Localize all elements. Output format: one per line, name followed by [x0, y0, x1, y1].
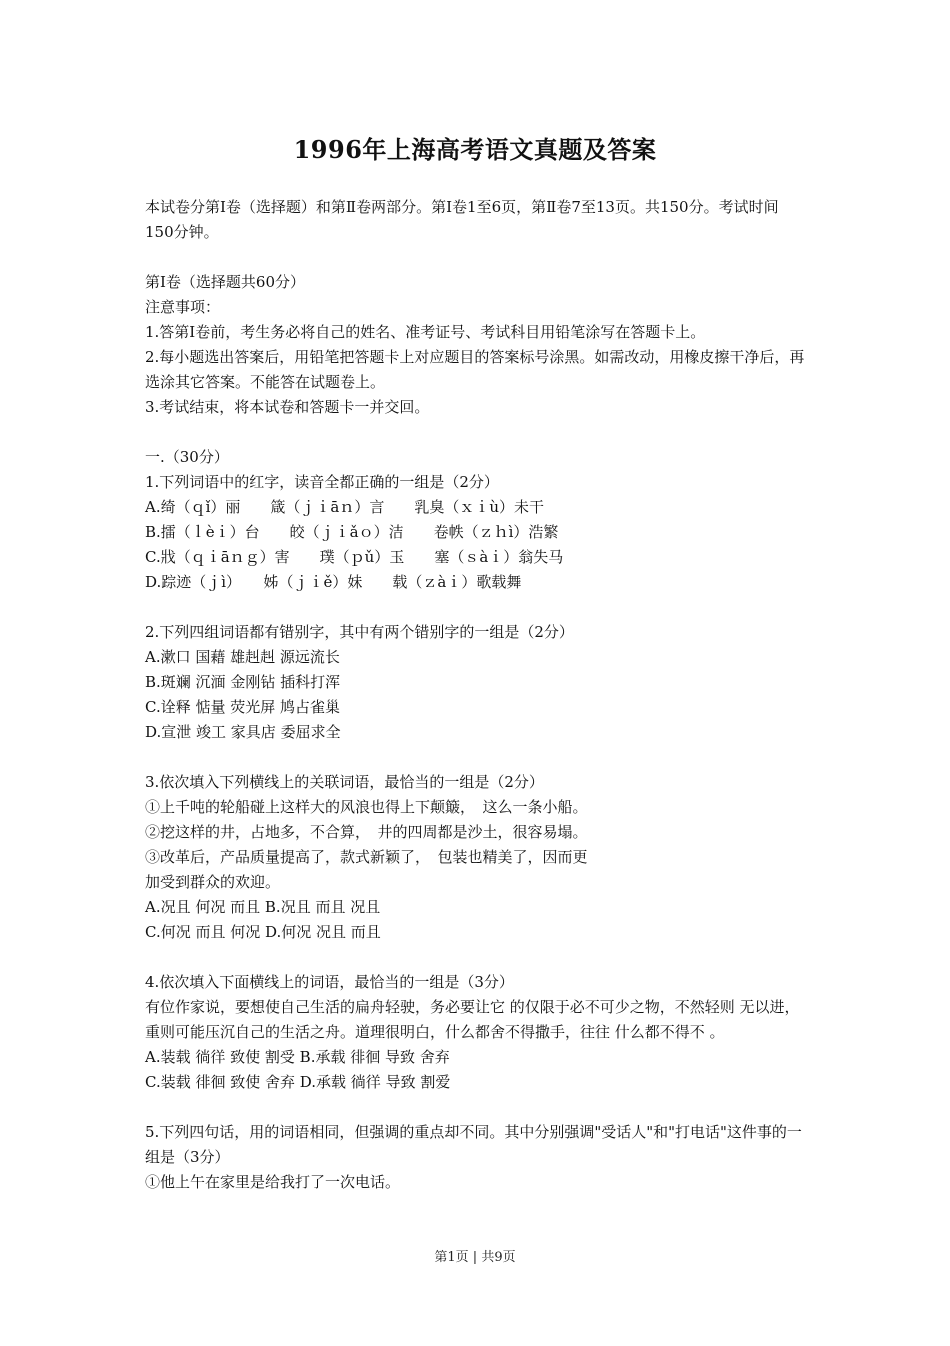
question-option: C.诠释 惦量 荧光屏 鸠占雀巢 — [145, 698, 341, 716]
document-body — [145, 195, 805, 1195]
spacer — [145, 945, 805, 970]
question-stem: 1.下列词语中的红字，读音全都正确的一组是（2分） — [145, 473, 499, 491]
question-option: D.踪迹（ｊì） 姊（ｊｉě）妹 载（ｚàｉ）歌载舞 — [145, 573, 522, 591]
question-option: C.何况 而且 何况 D.何况 况且 而且 — [145, 923, 381, 941]
spacer — [145, 745, 805, 770]
page-title: 1996年上海高考语文真题及答案 — [293, 135, 657, 164]
question-option: B.斑斓 沉湎 金刚钻 插科打浑 — [145, 673, 341, 691]
question-stem: 4.依次填入下面横线上的词语，最恰当的一组是（3分） — [145, 973, 514, 991]
notice-item: 3.考试结束，将本试卷和答题卡一并交回。 — [145, 398, 430, 416]
notice-item: 1.答第Ⅰ卷前，考生务必将自己的姓名、准考证号、考试科目用铅笔涂写在答题卡上。 — [145, 323, 706, 341]
spacer — [145, 245, 805, 270]
question-option: D.宣泄 竣工 家具店 委屈求全 — [145, 723, 341, 741]
question-passage: 有位作家说，要想使自己生活的扁舟轻驶，务必要让它 的仅限于必不可少之物，不然轻则 无以进，重则可能压沉自己的生活之舟。道理很明白，什么都舍不得撒手，往往 什么都不得不 。 — [145, 998, 800, 1041]
spacer — [145, 1095, 805, 1120]
question-option: B.擂（ｌèｉ）台 皎（ｊｉǎｏ）洁 卷帙（ｚｈì）浩繁 — [145, 523, 559, 541]
notice-heading: 注意事项： — [145, 298, 221, 316]
intro-paragraph: 本试卷分第Ⅰ卷（选择题）和第Ⅱ卷两部分。第Ⅰ卷1至6页，第Ⅱ卷7至13页。共150分。考试时间150分钟。 — [145, 198, 779, 241]
question-sentence: 加受到群众的欢迎。 — [145, 873, 281, 891]
part-heading: 一.（30分） — [145, 448, 229, 466]
question-sentence: ①他上午在家里是给我打了一次电话。 — [145, 1173, 401, 1191]
spacer — [145, 595, 805, 620]
question-option: A.漱口 国藉 雄赳赳 源远流长 — [145, 648, 340, 666]
question-stem: 5.下列四句话，用的词语相同，但强调的重点却不同。其中分别强调"受话人"和"打电话"这件事的一组是（3分） — [145, 1123, 802, 1166]
question-option: A.况且 何况 而且 B.况且 而且 况且 — [145, 898, 381, 916]
question-option: C.装载 徘徊 致使 舍弃 D.承载 徜徉 导致 割爱 — [145, 1073, 451, 1091]
question-sentence: ②挖这样的井，占地多，不合算， 井的四周都是沙土，很容易塌。 — [145, 823, 588, 841]
question-stem: 3.依次填入下列横线上的关联词语，最恰当的一组是（2分） — [145, 773, 544, 791]
question-option: A.装载 徜徉 致使 割受 B.承载 徘徊 导致 舍弃 — [145, 1048, 450, 1066]
section-heading: 第Ⅰ卷（选择题共60分） — [145, 273, 306, 291]
question-stem: 2.下列四组词语都有错别字，其中有两个错别字的一组是（2分） — [145, 623, 574, 641]
question-sentence: ①上千吨的轮船碰上这样大的风浪也得上下颠簸， 这么一条小船。 — [145, 798, 588, 816]
question-option: C.戕（ｑｉāｎｇ）害 璞（ｐǔ）玉 塞（ｓàｉ）翁失马 — [145, 548, 564, 566]
spacer — [145, 420, 805, 445]
question-sentence: ③改革后，产品质量提高了，款式新颖了， 包装也精美了，因而更 — [145, 848, 588, 866]
page-footer: 第1页 | 共9页 — [434, 1250, 516, 1265]
question-option: A.绮（ｑǐ）丽 箴（ｊｉāｎ）言 乳臭（ｘｉù）未干 — [145, 498, 545, 516]
notice-item: 2.每小题选出答案后，用铅笔把答题卡上对应题目的答案标号涂黑。如需改动，用橡皮擦干净后，再选涂其它答案。不能答在试题卷上。 — [145, 348, 805, 391]
